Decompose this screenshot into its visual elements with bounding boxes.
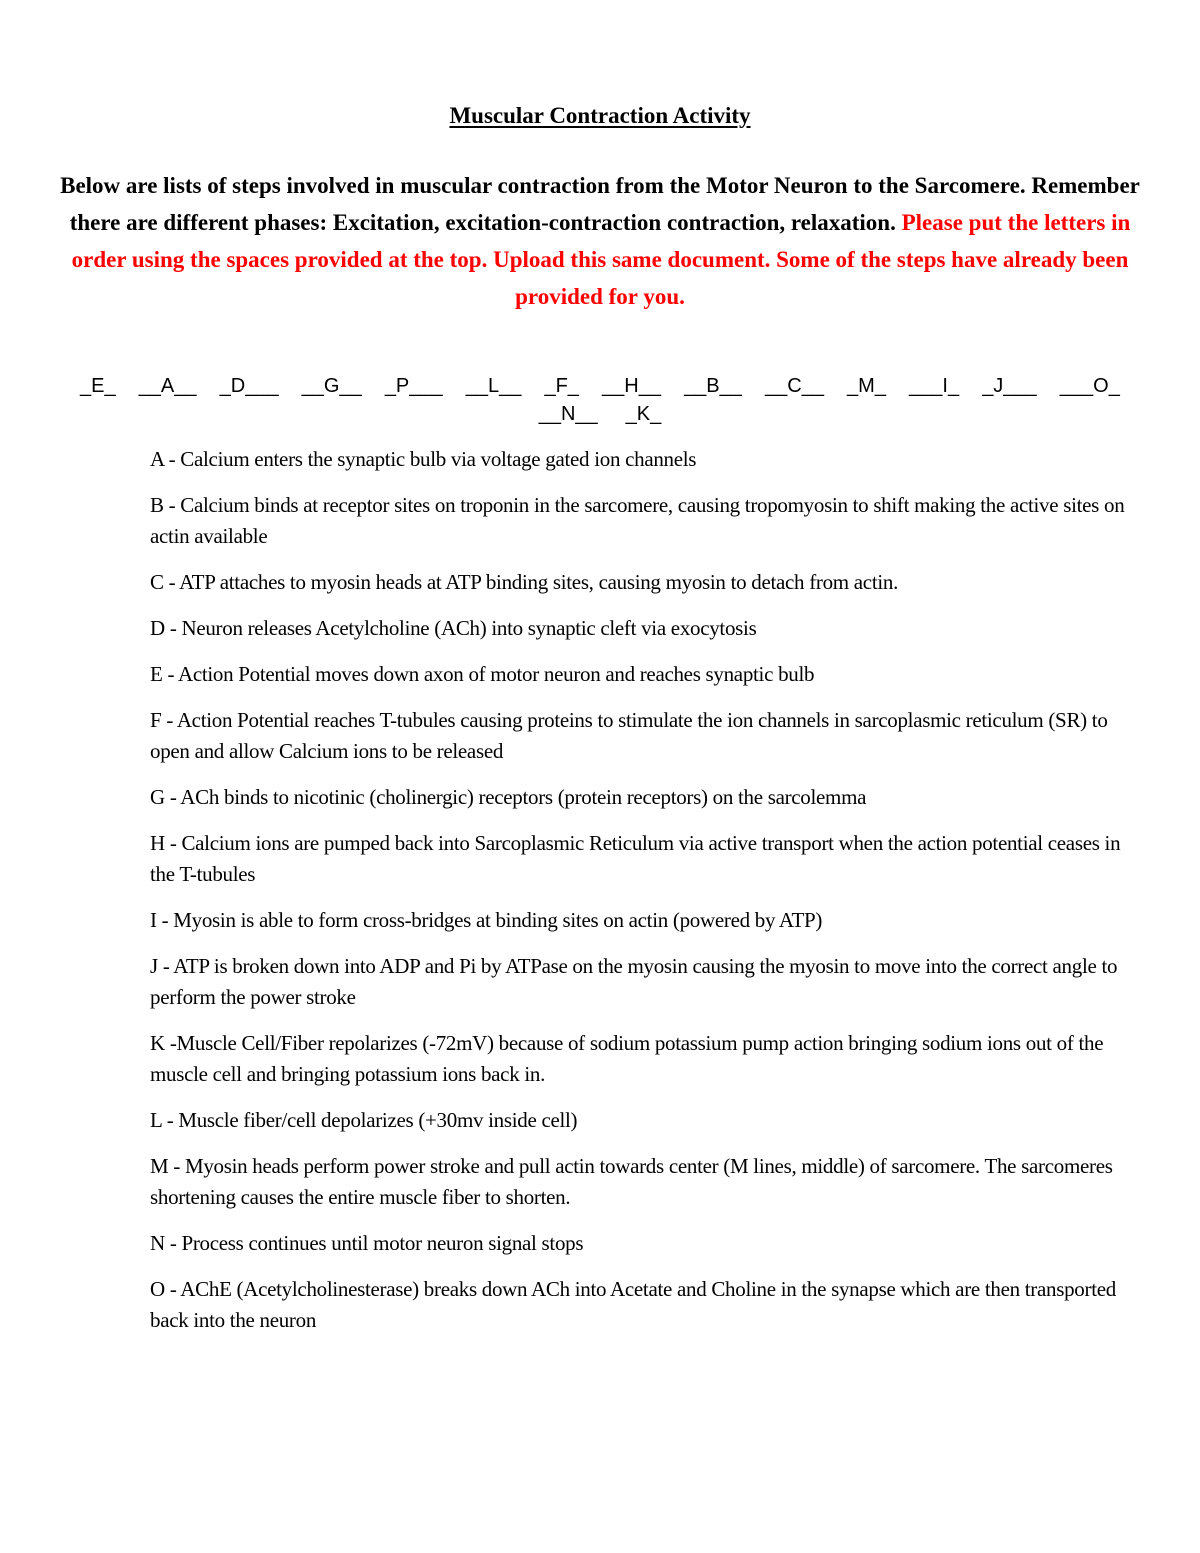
answer-slot[interactable]: __G__ bbox=[301, 375, 362, 397]
instructions bbox=[40, 167, 1160, 315]
step-item: G - ACh binds to nicotinic (cholinergic) receptors (protein receptors) on the sarcolemma bbox=[150, 785, 867, 809]
step-item: E - Action Potential moves down axon of motor neuron and reaches synaptic bulb bbox=[150, 662, 815, 686]
answer-line-1 bbox=[40, 372, 1160, 400]
instructions-highlight: Please put the letters in order using the spaces provided at the top. Upload this same document. Some of the steps have already been provided for you. bbox=[71, 210, 1131, 309]
answer-slot[interactable]: __B__ bbox=[684, 375, 742, 397]
step-item: M - Myosin heads perform power stroke and pull actin towards center (M lines, middle) of sarcomere. The sarcomeres shortening causes the entire muscle fiber to shorten. bbox=[150, 1154, 1113, 1209]
answer-slot[interactable]: __L__ bbox=[465, 375, 522, 397]
step-item: D - Neuron releases Acetylcholine (ACh) into synaptic cleft via exocytosis bbox=[150, 616, 757, 640]
step-item: J - ATP is broken down into ADP and Pi by ATPase on the myosin causing the myosin to move into the correct angle to perform the power stroke bbox=[150, 954, 1118, 1009]
step-item: O - AChE (Acetylcholinesterase) breaks down ACh into Acetate and Choline in the synapse which are then transported back into the neuron bbox=[150, 1277, 1116, 1332]
step-item: H - Calcium ions are pumped back into Sarcoplasmic Reticulum via active transport when the action potential ceases in the T-tubules bbox=[150, 831, 1121, 886]
answer-slot[interactable]: _D___ bbox=[219, 375, 279, 397]
step-item: N - Process continues until motor neuron signal stops bbox=[150, 1231, 584, 1255]
steps-list bbox=[150, 444, 1130, 1351]
answer-slot[interactable]: __H__ bbox=[602, 375, 661, 397]
answer-slot[interactable]: ___I_ bbox=[909, 375, 960, 397]
page-title: Muscular Contraction Activity bbox=[449, 103, 751, 128]
step-item: C - ATP attaches to myosin heads at ATP binding sites, causing myosin to detach from actin. bbox=[150, 570, 899, 594]
step-item: I - Myosin is able to form cross-bridges at binding sites on actin (powered by ATP) bbox=[150, 908, 823, 932]
answer-slot[interactable]: _J___ bbox=[982, 375, 1037, 397]
answer-slot[interactable]: __N__ bbox=[538, 403, 598, 425]
answer-slot[interactable]: _K_ bbox=[625, 403, 662, 425]
answer-slot[interactable]: _F_ bbox=[544, 375, 579, 397]
answer-slot[interactable]: ___O_ bbox=[1059, 375, 1120, 397]
answer-slot[interactable]: _E_ bbox=[80, 375, 116, 397]
answer-slot[interactable]: _M_ bbox=[847, 375, 886, 397]
step-item: F - Action Potential reaches T-tubules causing proteins to stimulate the ion channels in sarcoplasmic reticulum (SR) to open and allow Calcium ions to be released bbox=[150, 708, 1108, 763]
answer-slot[interactable]: __C__ bbox=[765, 375, 824, 397]
answer-slot[interactable]: _P___ bbox=[384, 375, 443, 397]
step-item: L - Muscle fiber/cell depolarizes (+30mv inside cell) bbox=[150, 1108, 578, 1132]
step-item: A - Calcium enters the synaptic bulb via voltage gated ion channels bbox=[150, 447, 697, 471]
step-item: B - Calcium binds at receptor sites on troponin in the sarcomere, causing tropomyosin to shift making the active sites on actin available bbox=[150, 493, 1125, 548]
answer-slot[interactable]: __A__ bbox=[138, 375, 197, 397]
instructions-text: Below are lists of steps involved in muscular contraction from the Motor Neuron to the Sarcomere. Remember there are different phases: Excitation, excitation-contraction contraction, relaxation. bbox=[60, 173, 1140, 235]
answer-sequence bbox=[40, 372, 1160, 428]
step-item: K -Muscle Cell/Fiber repolarizes (-72mV) because of sodium potassium pump action bringing sodium ions out of the muscle cell and bringing potassium ions back in. bbox=[150, 1031, 1104, 1086]
answer-line-2 bbox=[40, 400, 1160, 428]
